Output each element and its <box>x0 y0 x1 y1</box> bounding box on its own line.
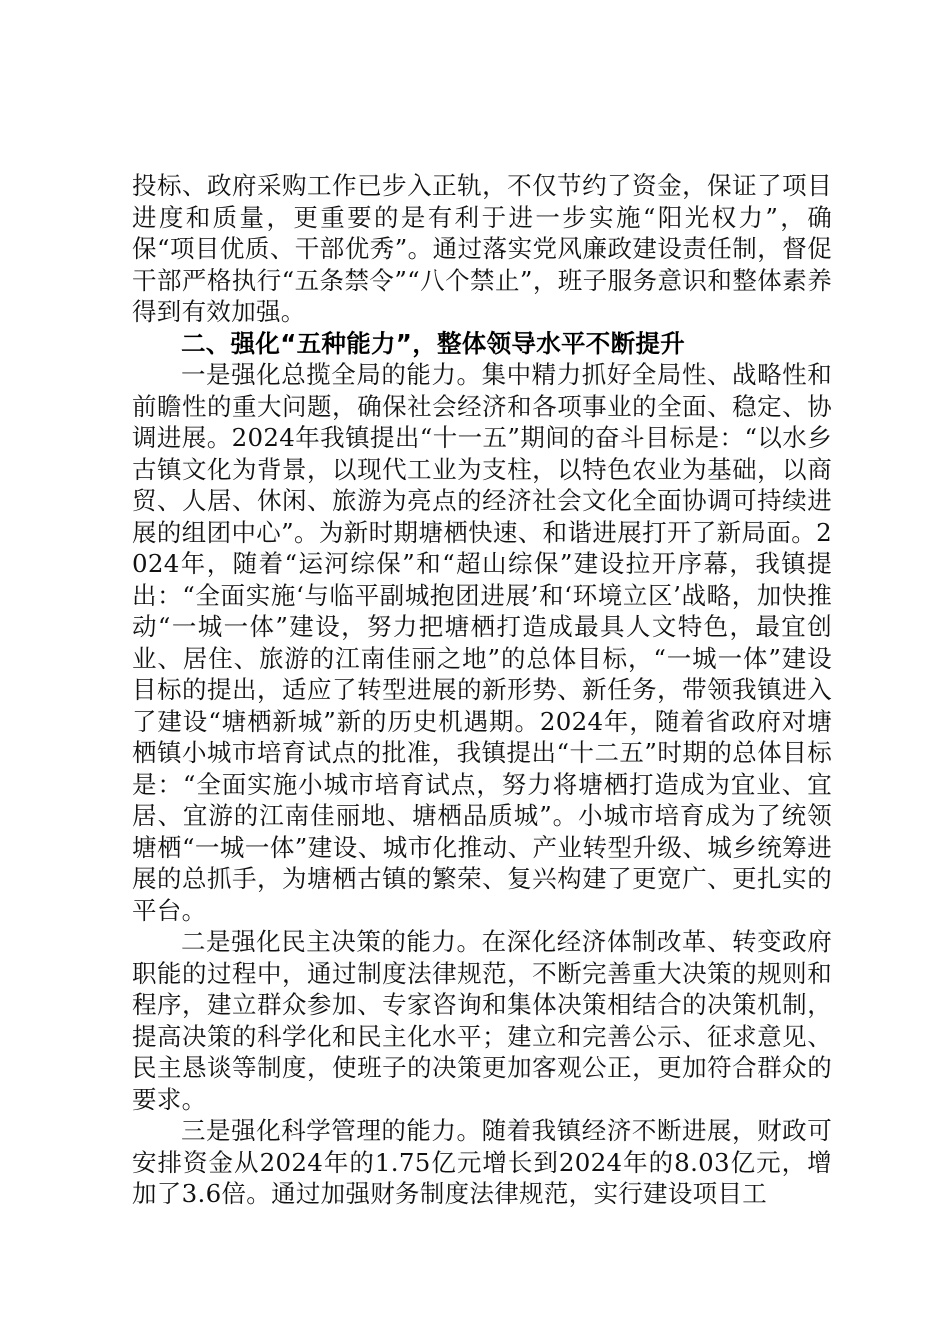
paragraph-scientific-management: 三是强化科学管理的能力。随着我镇经济不断进展，财政可安排资金从2024年的1.75亿元增长到2024年的8.03亿元，增加了3.6倍。通过加强财务制度法律规范，实行建设项目工 <box>132 1116 832 1208</box>
document-body <box>132 170 832 1210</box>
paragraph-overall-ability: 一是强化总揽全局的能力。集中精力抓好全局性、战略性和前瞻性的重大问题，确保社会经济和各项事业的全面、稳定、协调进展。2024年我镇提出“十一五”期间的奋斗目标是：“以水乡古镇文化为背景，以现代工业为支柱，以特色农业为基础，以商贸、人居、休闲、旅游为亮点的经济社会文化全面协调可持续进展的组团中心”。为新时期塘栖快速、和谐进展打开了新局面。2024年，随着“运河综保”和“超山综保”建设拉开序幕，我镇提出：“全面实施‘与临平副城抱团进展’和‘环境立区’战略，加快推动“一城一体”建设，努力把塘栖打造成最具人文特色，最宜创业、居住、旅游的江南佳丽之地”的总体目标，“一城一体”建设目标的提出，适应了转型进展的新形势、新任务，带领我镇进入了建设“塘栖新城”新的历史机遇期。2024年，随着省政府对塘栖镇小城市培育试点的批准，我镇提出“十二五”时期的总体目标是：“全面实施小城市培育试点，努力将塘栖打造成为宜业、宜居、宜游的江南佳丽地、塘栖品质城”。小城市培育成为了统领塘栖“一城一体”建设、城市化推动、产业转型升级、城乡统筹进展的总抓手，为塘栖古镇的繁荣、复兴构建了更宽广、更扎实的平台。 <box>132 360 832 925</box>
paragraph-continuation: 投标、政府采购工作已步入正轨，不仅节约了资金，保证了项目进度和质量，更重要的是有利于进一步实施“阳光权力”，确保“项目优质、干部优秀”。通过落实党风廉政建设责任制，督促干部严格执行“五条禁令”“八个禁止”，班子服务意识和整体素养得到有效加强。 <box>132 171 832 326</box>
section-heading: 二、强化“五种能力”，整体领导水平不断提升 <box>181 328 686 358</box>
paragraph-democratic-decision: 二是强化民主决策的能力。在深化经济体制改革、转变政府职能的过程中，通过制度法律规范，不断完善重大决策的规则和程序，建立群众参加、专家咨询和集体决策相结合的决策机制，提高决策的科学化和民主化水平；建立和完善公示、征求意见、民主恳谈等制度，使班子的决策更加客观公正，更加符合群众的要求。 <box>132 927 832 1114</box>
